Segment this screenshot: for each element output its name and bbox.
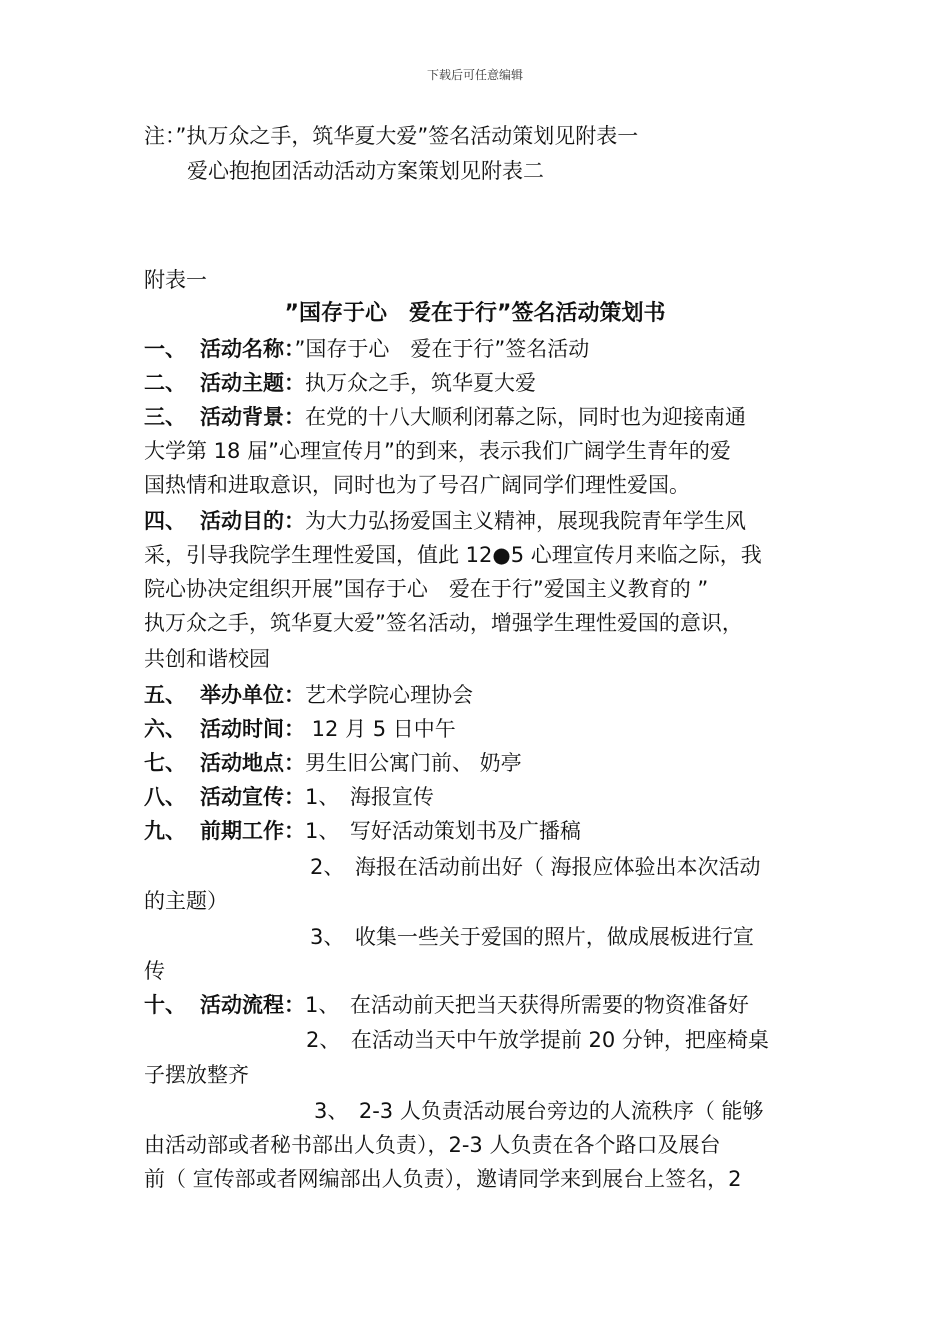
section-text: 执万众之手，筑华夏大爱: [305, 371, 536, 395]
section-8: [144, 782, 434, 812]
section-text: 1、 写好活动策划书及广播稿: [305, 819, 581, 843]
section-number: 四、: [144, 509, 186, 533]
section-number: 七、: [144, 751, 186, 775]
section-text: 男生旧公寓门前、 奶亭: [305, 751, 522, 775]
section-3-cont-2: 国热情和进取意识，同时也为了号召广阔同学们理性爱国。: [144, 473, 690, 497]
section-1: [144, 334, 589, 364]
section-label: 活动流程：: [200, 993, 305, 1017]
section-text: 1、 在活动前天把当天获得所需要的物资准备好: [305, 993, 749, 1017]
section-4-cont-4: 共创和谐校园: [144, 647, 270, 671]
section-label: 活动时间：: [200, 717, 305, 741]
section-number: 九、: [144, 819, 186, 843]
section-label: 举办单位：: [200, 683, 305, 707]
section-10-item-2: 2、 在活动当天中午放学提前 20 分钟，把座椅桌: [306, 1028, 769, 1052]
section-4-cont-1: 采，引导我院学生理性爱国，值此 12●5 心理宣传月来临之际，我: [144, 543, 762, 567]
section-text: 12 月 5 日中午: [305, 717, 456, 741]
section-number: 三、: [144, 405, 186, 429]
section-7: [144, 748, 522, 778]
section-number: 二、: [144, 371, 186, 395]
section-number: 十、: [144, 993, 186, 1017]
section-label: 活动名称：: [200, 337, 295, 361]
section-9-item-2-cont: 的主题）: [144, 889, 228, 913]
section-text: 为大力弘扬爱国主义精神，展现我院青年学生风: [305, 509, 746, 533]
section-number: 六、: [144, 717, 186, 741]
section-label: 活动目的：: [200, 509, 305, 533]
appendix-label: 附表一: [144, 268, 207, 292]
section-9-item-2: 2、 海报在活动前出好（ 海报应体验出本次活动: [310, 855, 761, 879]
section-label: 活动宣传：: [200, 785, 305, 809]
section-10-item-2-cont: 子摆放整齐: [144, 1063, 249, 1087]
section-text: 1、 海报宣传: [305, 785, 434, 809]
section-2: [144, 368, 536, 398]
section-number: 八、: [144, 785, 186, 809]
section-10-item-3-cont-2: 前（ 宣传部或者网编部出人负责），邀请同学来到展台上签名，2: [144, 1167, 742, 1191]
section-4-cont-3: 执万众之手，筑华夏大爱”签名活动，增强学生理性爱国的意识，: [144, 611, 743, 635]
section-label: 前期工作：: [200, 819, 305, 843]
section-label: 活动背景：: [200, 405, 305, 429]
section-number: 一、: [144, 337, 186, 361]
section-text: 艺术学院心理协会: [305, 683, 473, 707]
section-10-item-3: 3、 2-3 人负责活动展台旁边的人流秩序（ 能够: [314, 1099, 764, 1123]
section-label: 活动主题：: [200, 371, 305, 395]
section-text: ”国存于心 爱在于行”签名活动: [294, 337, 590, 361]
section-number: 五、: [144, 683, 186, 707]
section-3-cont-1: 大学第 18 届”心理宣传月”的到来，表示我们广阔学生青年的爱: [144, 439, 731, 463]
page-header: 下载后可任意编辑: [426, 68, 523, 82]
section-label: 活动地点：: [200, 751, 305, 775]
document-title: ”国存于心 爱在于行”签名活动策划书: [284, 301, 666, 326]
note-line-2: 爱心抱抱团活动活动方案策划见附表二: [187, 159, 544, 183]
section-6: [144, 714, 456, 744]
section-9-item-3: 3、 收集一些关于爱国的照片，做成展板进行宣: [310, 925, 754, 949]
section-3: [144, 402, 746, 432]
section-9-item-3-cont: 传: [144, 959, 165, 983]
section-text: 在党的十八大顺利闭幕之际，同时也为迎接南通: [305, 405, 746, 429]
section-10: [144, 990, 749, 1020]
section-4: [144, 506, 746, 536]
section-10-item-3-cont: 由活动部或者秘书部出人负责），2-3 人负责在各个路口及展台: [144, 1133, 721, 1157]
section-4-cont-2: 院心协决定组织开展”国存于心 爱在于行”爱国主义教育的 ”: [144, 577, 709, 601]
note-line-1: 注：”执万众之手，筑华夏大爱”签名活动策划见附表一: [144, 124, 639, 148]
section-5: [144, 680, 473, 710]
section-9: [144, 816, 581, 846]
